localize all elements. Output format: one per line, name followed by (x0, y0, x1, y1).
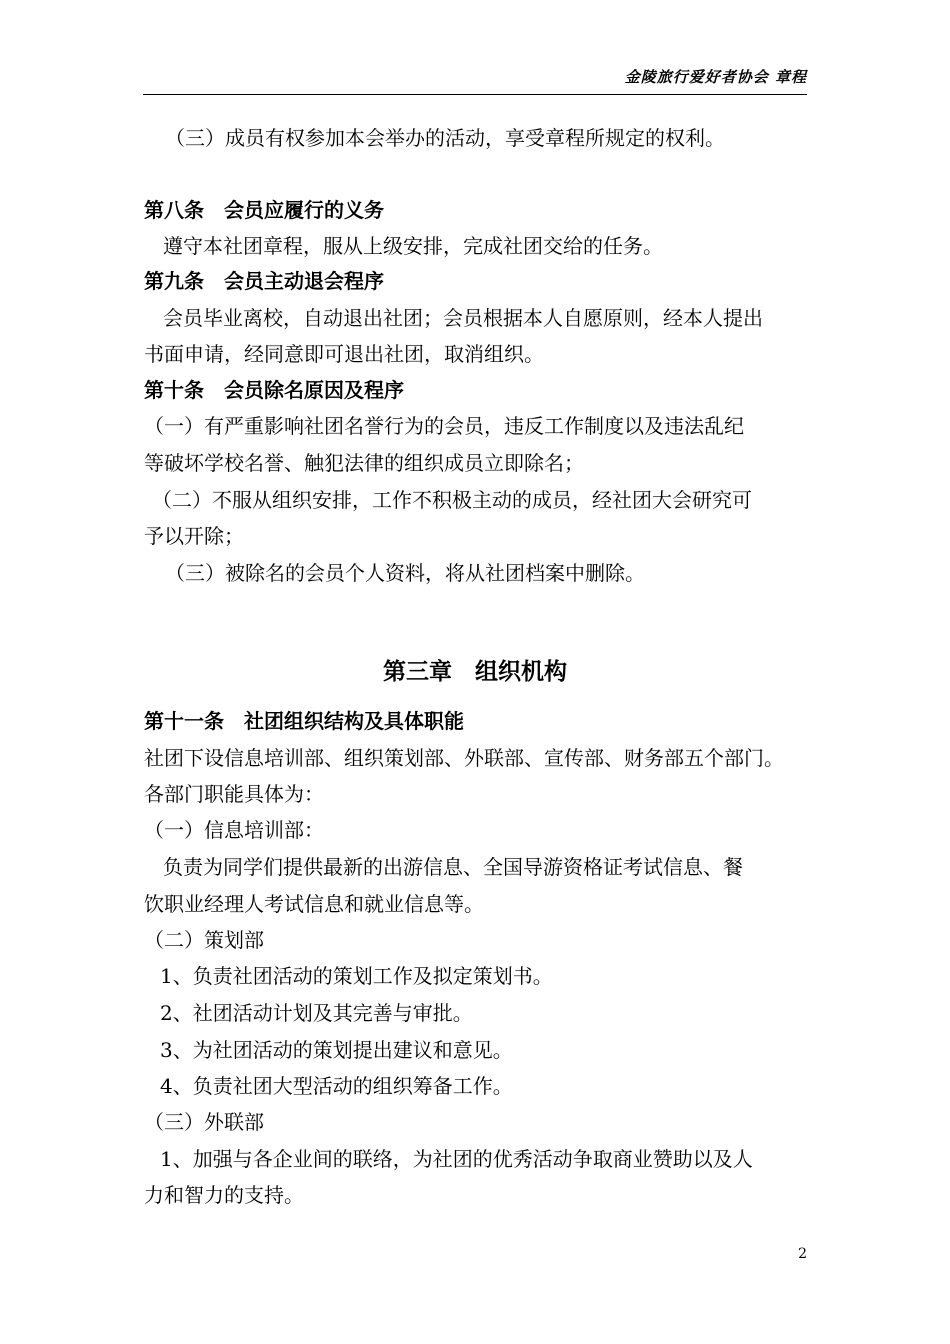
article-10-item2-line2: 予以开除； (144, 524, 244, 548)
department-2-heading: （二）策划部 (144, 928, 264, 952)
department-2-item4: 4、负责社团大型活动的组织筹备工作。 (160, 1074, 513, 1098)
article-10-item3: （三）被除名的会员个人资料，将从社团档案中删除。 (165, 561, 645, 585)
article-11-intro-line1: 社团下设信息培训部、组织策划部、外联部、宣传部、财务部五个部门。 (144, 746, 784, 770)
department-2-item1: 1、负责社团活动的策划工作及拟定策划书。 (160, 964, 553, 988)
chapter-3-heading: 第三章 组织机构 (383, 658, 567, 685)
article-10-item2-line1: （二）不服从组织安排，工作不积极主动的成员，经社团大会研究可 (152, 488, 752, 512)
article-11-intro-line2: 各部门职能具体为： (144, 782, 324, 806)
department-1-text-line2: 饮职业经理人考试信息和就业信息等。 (144, 892, 484, 916)
article-9-title: 第九条 会员主动退会程序 (144, 269, 384, 293)
department-3-heading: （三）外联部 (144, 1110, 264, 1134)
article-8-title: 第八条 会员应履行的义务 (144, 198, 384, 222)
department-2-item3: 3、为社团活动的策划提出建议和意见。 (160, 1038, 513, 1062)
department-1-heading: （一）信息培训部： (144, 818, 324, 842)
article-10-title: 第十条 会员除名原因及程序 (144, 378, 404, 402)
article-9-text-line1: 会员毕业离校，自动退出社团；会员根据本人自愿原则，经本人提出 (163, 306, 763, 330)
article-10-item1-line2: 等破坏学校名誉、触犯法律的组织成员立即除名； (144, 451, 584, 475)
header-rule (143, 94, 807, 95)
article-9-text-line2: 书面申请，经同意即可退出社团，取消组织。 (144, 342, 544, 366)
clause-rights-3: （三）成员有权参加本会举办的活动，享受章程所规定的权利。 (165, 126, 725, 150)
article-10-item1-line1: （一）有严重影响社团名誉行为的会员，违反工作制度以及违法乱纪 (144, 414, 744, 438)
department-3-item1-line2: 力和智力的支持。 (144, 1183, 304, 1207)
department-2-item2: 2、社团活动计划及其完善与审批。 (160, 1001, 473, 1025)
page-number: 2 (798, 1246, 807, 1262)
department-3-item1-line1: 1、加强与各企业间的联络，为社团的优秀活动争取商业赞助以及人 (160, 1147, 753, 1171)
department-1-text-line1: 负责为同学们提供最新的出游信息、全国导游资格证考试信息、餐 (163, 855, 743, 879)
article-11-title: 第十一条 社团组织结构及具体职能 (144, 709, 464, 733)
article-8-text: 遵守本社团章程，服从上级安排，完成社团交给的任务。 (163, 234, 663, 258)
document-header: 金陵旅行爱好者协会 章程 (624, 68, 807, 86)
